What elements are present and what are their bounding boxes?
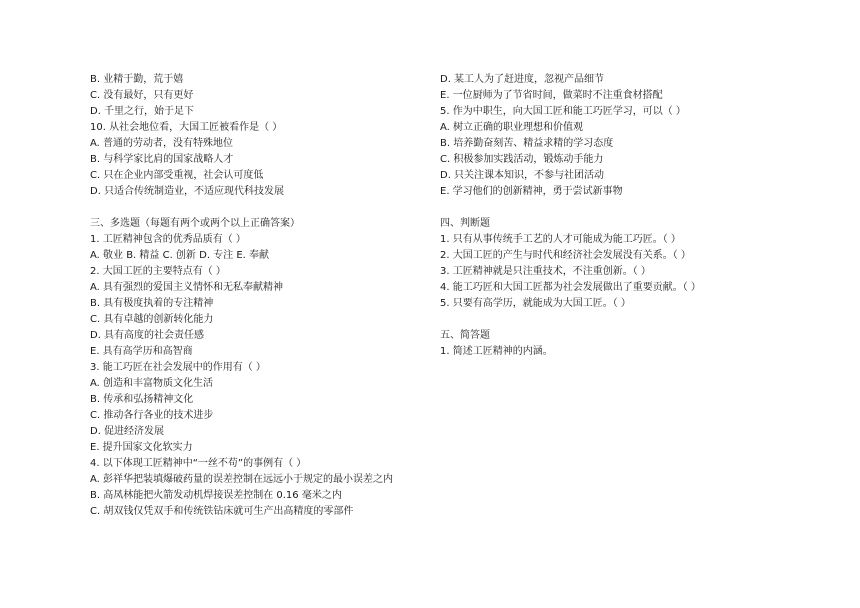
option-line: B. 与科学家比肩的国家战略人才 — [90, 154, 234, 165]
option-line: A. 彭祥华把装填爆破药量的误差控制在远远小于规定的最小误差之内 — [90, 474, 394, 485]
left-column — [90, 72, 430, 520]
option-line: C. 具有卓越的创新转化能力 — [90, 314, 214, 325]
option-line: A. 敬业 B. 精益 C. 创新 D. 专注 E. 奉献 — [90, 250, 270, 261]
section-gap — [90, 200, 430, 216]
question-line: 1. 简述工匠精神的内涵。 — [440, 346, 553, 357]
question-line: 1. 工匠精神包含的优秀品质有（ ） — [90, 234, 246, 245]
question-line: 4. 能工巧匠和大国工匠都为社会发展做出了重要贡献。（ ） — [440, 282, 701, 293]
question-line: 3. 工匠精神就是只注重技术，不注重创新。（ ） — [440, 266, 651, 277]
option-line: A. 树立正确的职业理想和价值观 — [440, 122, 584, 133]
option-line: D. 只适合传统制造业，不适应现代科技发展 — [90, 186, 285, 197]
section-gap — [440, 200, 800, 216]
option-line: B. 培养勤奋刻苦、精益求精的学习态度 — [440, 138, 614, 149]
option-line: D. 只关注课本知识，不参与社团活动 — [440, 170, 605, 181]
option-line: A. 普通的劳动者，没有特殊地位 — [90, 138, 234, 149]
question-line: 3. 能工巧匠在社会发展中的作用有（ ） — [90, 362, 266, 373]
option-line: D. 千里之行，始于足下 — [90, 106, 195, 117]
option-line: C. 没有最好，只有更好 — [90, 90, 194, 101]
option-line: B. 高凤林能把火箭发动机焊接误差控制在 0.16 毫米之内 — [90, 490, 342, 501]
option-line: E. 一位厨师为了节省时间，做菜时不注重食材搭配 — [440, 90, 663, 101]
section-heading: 三、多选题（每题有两个或两个以上正确答案） — [90, 218, 300, 229]
question-line: 5. 只要有高学历，就能成为大国工匠。（ ） — [440, 298, 631, 309]
option-line: C. 只在企业内部受重视，社会认可度低 — [90, 170, 264, 181]
option-line: E. 提升国家文化软实力 — [90, 442, 193, 453]
section-heading: 四、判断题 — [440, 218, 490, 229]
option-line: E. 学习他们的创新精神，勇于尝试新事物 — [440, 186, 623, 197]
question-line: 10. 从社会地位看，大国工匠被看作是（ ） — [90, 122, 283, 133]
question-line: 2. 大国工匠的主要特点有（ ） — [90, 266, 226, 277]
question-line: 4. 以下体现工匠精神中“一丝不苟”的事例有（ ） — [90, 458, 307, 469]
question-line: 2. 大国工匠的产生与时代和经济社会发展没有关系。（ ） — [440, 250, 691, 261]
option-line: B. 业精于勤，荒于嬉 — [90, 74, 184, 85]
right-column — [440, 72, 800, 360]
option-line: A. 具有强烈的爱国主义情怀和无私奉献精神 — [90, 282, 284, 293]
option-line: D. 某工人为了赶进度，忽视产品细节 — [440, 74, 605, 85]
option-line: B. 传承和弘扬精神文化 — [90, 394, 194, 405]
question-line: 5. 作为中职生，向大国工匠和能工巧匠学习，可以（ ） — [440, 106, 686, 117]
option-line: C. 积极参加实践活动，锻炼动手能力 — [440, 154, 604, 165]
option-line: E. 具有高学历和高智商 — [90, 346, 193, 357]
option-line: D. 具有高度的社会责任感 — [90, 330, 205, 341]
section-gap — [440, 312, 800, 328]
question-line: 1. 只有从事传统手工艺的人才可能成为能工巧匠。（ ） — [440, 234, 681, 245]
option-line: B. 具有极度执着的专注精神 — [90, 298, 214, 309]
option-line: D. 促进经济发展 — [90, 426, 165, 437]
section-heading: 五、简答题 — [440, 330, 490, 341]
option-line: A. 创造和丰富物质文化生活 — [90, 378, 214, 389]
option-line: C. 胡双钱仅凭双手和传统铁钻床就可生产出高精度的零部件 — [90, 506, 354, 517]
option-line: C. 推动各行各业的技术进步 — [90, 410, 214, 421]
